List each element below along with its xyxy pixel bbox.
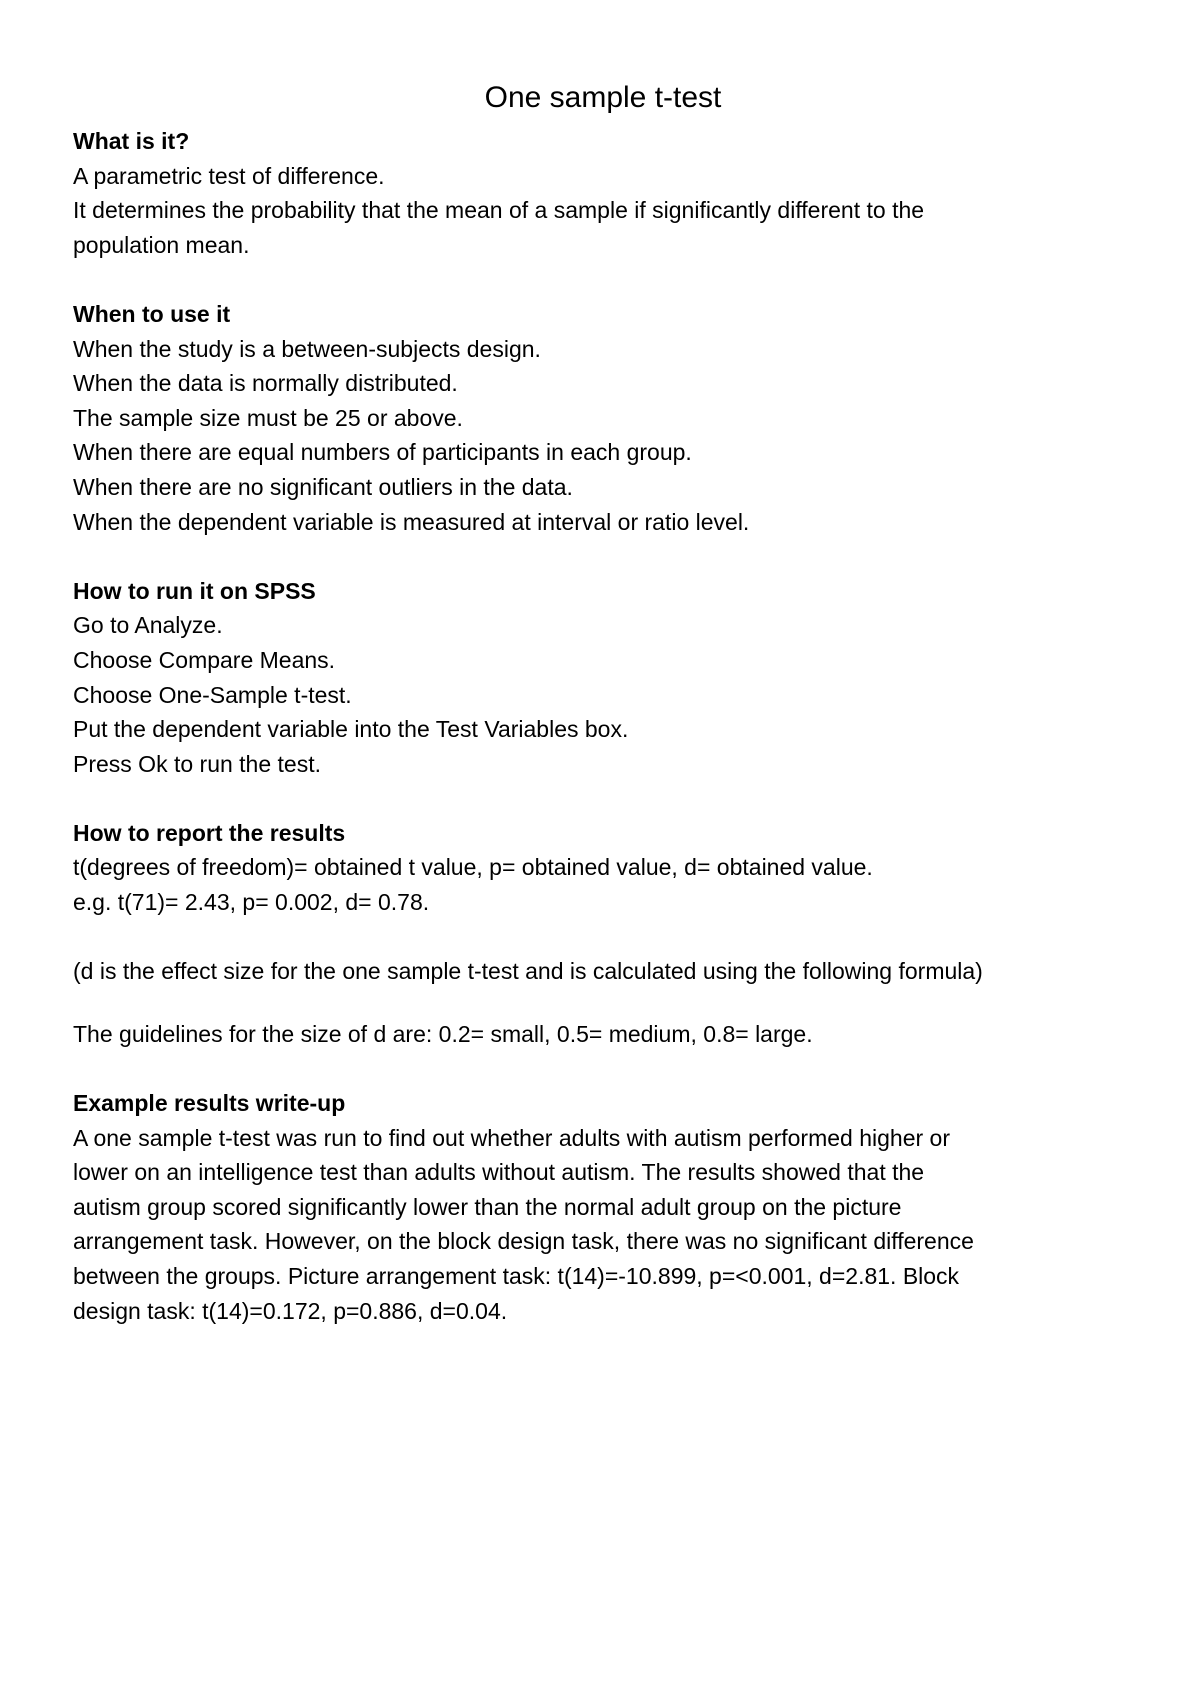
text-line: design task: t(14)=0.172, p=0.886, d=0.04.: [73, 1297, 508, 1324]
text-line: When there are equal numbers of participants in each group.: [73, 439, 692, 466]
blank-line: [73, 539, 1133, 574]
section-example-write-up: [73, 1086, 1133, 1328]
text-line: Put the dependent variable into the Test Variables box.: [73, 716, 629, 743]
blank-line: [73, 262, 1133, 297]
blank-line: [73, 989, 1133, 1017]
text-line: lower on an intelligence test than adults without autism. The results showed that the: [73, 1159, 925, 1186]
text-line: Press Ok to run the test.: [73, 750, 321, 777]
document-content: [73, 78, 1133, 1328]
section-heading: How to run it on SPSS: [73, 577, 316, 604]
text-line: A parametric test of difference.: [73, 162, 385, 189]
text-line: between the groups. Picture arrangement task: t(14)=-10.899, p=<0.001, d=2.81. Block: [73, 1263, 960, 1289]
text-line: autism group scored significantly lower than the normal adult group on the picture: [73, 1193, 902, 1220]
effect-size-guidelines: The guidelines for the size of d are: 0.2= small, 0.5= medium, 0.8= large.: [73, 1020, 813, 1047]
section-how-to-run: [73, 574, 1133, 782]
text-line: When the study is a between-subjects design.: [73, 335, 541, 362]
section-how-to-report: [73, 816, 1133, 1052]
section-when-to-use: [73, 297, 1133, 539]
text-line: population mean.: [73, 231, 250, 258]
blank-line: [73, 1051, 1133, 1086]
blank-line: [73, 781, 1133, 816]
section-heading: How to report the results: [73, 819, 346, 846]
blank-line: [73, 920, 1133, 955]
text-line: arrangement task. However, on the block design task, there was no significant difference: [73, 1228, 974, 1255]
text-line: The sample size must be 25 or above.: [73, 404, 463, 431]
text-line: A one sample t-test was run to find out whether adults with autism performed higher or: [73, 1124, 950, 1151]
document-title: One sample t-test: [484, 81, 722, 114]
effect-size-note: (d is the effect size for the one sample t-test and is calculated using the following formula): [73, 958, 983, 985]
section-heading: When to use it: [73, 300, 231, 327]
section-heading: What is it?: [73, 128, 190, 154]
section-what-is-it: [73, 124, 1133, 262]
text-line: When there are no significant outliers in the data.: [73, 473, 573, 500]
text-line: Choose Compare Means.: [73, 646, 336, 673]
text-line: t(degrees of freedom)= obtained t value, p= obtained value, d= obtained value.: [73, 854, 873, 881]
section-heading: Example results write-up: [73, 1090, 346, 1117]
text-line: It determines the probability that the mean of a sample if significantly different to the: [73, 197, 925, 224]
text-line: e.g. t(71)= 2.43, p= 0.002, d= 0.78.: [73, 889, 430, 916]
text-line: Go to Analyze.: [73, 612, 223, 639]
text-line: Choose One-Sample t-test.: [73, 681, 352, 708]
text-line: When the dependent variable is measured at interval or ratio level.: [73, 508, 750, 535]
text-line: When the data is normally distributed.: [73, 370, 458, 397]
